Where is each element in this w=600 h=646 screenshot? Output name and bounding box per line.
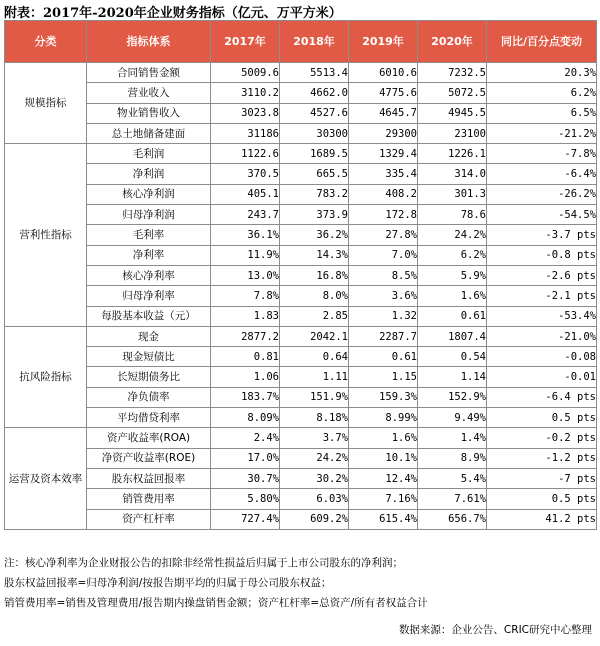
indicator-cell: 平均借贷利率 bbox=[87, 408, 211, 428]
value-2017-cell: 1.83 bbox=[211, 306, 280, 326]
table-row bbox=[5, 63, 597, 83]
indicator-cell: 物业销售收入 bbox=[87, 103, 211, 123]
value-2017-cell: 3023.8 bbox=[211, 103, 280, 123]
category-cell: 营利性指标 bbox=[5, 144, 87, 327]
category-cell: 运营及资本效率 bbox=[5, 428, 87, 529]
value-2018-cell: 3.7% bbox=[280, 428, 349, 448]
value-2017-cell: 3110.2 bbox=[211, 83, 280, 103]
financial-indicators-table bbox=[4, 20, 597, 530]
value-2020-cell: 5.9% bbox=[418, 265, 487, 285]
value-2017-cell: 2.4% bbox=[211, 428, 280, 448]
value-2018-cell: 14.3% bbox=[280, 245, 349, 265]
value-2020-cell: 656.7% bbox=[418, 509, 487, 529]
value-2020-cell: 7.61% bbox=[418, 489, 487, 509]
footnote-line: 注：核心净利率为企业财报公告的扣除非经常性损益后归属于上市公司股东的净利润； bbox=[4, 557, 403, 569]
value-2019-cell: 1.32 bbox=[349, 306, 418, 326]
header-2020: 2020年 bbox=[418, 21, 487, 63]
value-2019-cell: 615.4% bbox=[349, 509, 418, 529]
change-cell: 20.3% bbox=[487, 63, 597, 83]
change-cell: 0.5 pts bbox=[487, 408, 597, 428]
category-cell: 抗风险指标 bbox=[5, 326, 87, 427]
value-2020-cell: 0.54 bbox=[418, 347, 487, 367]
value-2019-cell: 408.2 bbox=[349, 184, 418, 204]
value-2020-cell: 0.61 bbox=[418, 306, 487, 326]
value-2019-cell: 3.6% bbox=[349, 286, 418, 306]
value-2020-cell: 5.4% bbox=[418, 468, 487, 488]
table-row bbox=[5, 205, 597, 225]
value-2017-cell: 1.06 bbox=[211, 367, 280, 387]
table-row bbox=[5, 286, 597, 306]
value-2019-cell: 8.99% bbox=[349, 408, 418, 428]
value-2017-cell: 13.0% bbox=[211, 265, 280, 285]
table-row bbox=[5, 225, 597, 245]
value-2019-cell: 159.3% bbox=[349, 387, 418, 407]
table-row bbox=[5, 408, 597, 428]
table-row bbox=[5, 468, 597, 488]
value-2019-cell: 12.4% bbox=[349, 468, 418, 488]
value-2020-cell: 152.9% bbox=[418, 387, 487, 407]
table-row bbox=[5, 509, 597, 529]
footnote-line: 股东权益回报率=归母净利润/按报告期平均的归属于母公司股东权益； bbox=[4, 577, 332, 589]
footnote-line: 销管费用率=销售及管理费用/报告期内操盘销售金额；资产杠杆率=总资产/所有者权益合计 bbox=[4, 597, 428, 609]
table-row bbox=[5, 347, 597, 367]
value-2019-cell: 27.8% bbox=[349, 225, 418, 245]
value-2020-cell: 314.0 bbox=[418, 164, 487, 184]
value-2019-cell: 4775.6 bbox=[349, 83, 418, 103]
indicator-cell: 现金短债比 bbox=[87, 347, 211, 367]
value-2018-cell: 24.2% bbox=[280, 448, 349, 468]
change-cell: -7.8% bbox=[487, 144, 597, 164]
indicator-cell: 净负债率 bbox=[87, 387, 211, 407]
value-2019-cell: 2287.7 bbox=[349, 326, 418, 346]
indicator-cell: 核心净利率 bbox=[87, 265, 211, 285]
value-2019-cell: 10.1% bbox=[349, 448, 418, 468]
table-title: 附表：2017年-2020年企业财务指标（亿元、万平方米） bbox=[4, 6, 342, 21]
table-row bbox=[5, 448, 597, 468]
value-2018-cell: 4662.0 bbox=[280, 83, 349, 103]
header-2019: 2019年 bbox=[349, 21, 418, 63]
change-cell: -2.6 pts bbox=[487, 265, 597, 285]
indicator-cell: 归母净利润 bbox=[87, 205, 211, 225]
value-2019-cell: 7.0% bbox=[349, 245, 418, 265]
data-source: 数据来源：企业公告、CRIC研究中心整理 bbox=[398, 624, 592, 636]
value-2018-cell: 5513.4 bbox=[280, 63, 349, 83]
value-2020-cell: 5072.5 bbox=[418, 83, 487, 103]
value-2019-cell: 8.5% bbox=[349, 265, 418, 285]
change-cell: -21.2% bbox=[487, 123, 597, 143]
table-row bbox=[5, 306, 597, 326]
change-cell: 6.2% bbox=[487, 83, 597, 103]
value-2020-cell: 1226.1 bbox=[418, 144, 487, 164]
indicator-cell: 毛利率 bbox=[87, 225, 211, 245]
value-2018-cell: 30300 bbox=[280, 123, 349, 143]
table-row bbox=[5, 367, 597, 387]
category-cell: 规模指标 bbox=[5, 63, 87, 144]
value-2020-cell: 7232.5 bbox=[418, 63, 487, 83]
change-cell: 6.5% bbox=[487, 103, 597, 123]
value-2018-cell: 783.2 bbox=[280, 184, 349, 204]
change-cell: -3.7 pts bbox=[487, 225, 597, 245]
value-2018-cell: 16.8% bbox=[280, 265, 349, 285]
table-row bbox=[5, 326, 597, 346]
value-2017-cell: 17.0% bbox=[211, 448, 280, 468]
indicator-cell: 合同销售金额 bbox=[87, 63, 211, 83]
change-cell: 0.5 pts bbox=[487, 489, 597, 509]
value-2020-cell: 1.14 bbox=[418, 367, 487, 387]
table-row bbox=[5, 164, 597, 184]
value-2017-cell: 183.7% bbox=[211, 387, 280, 407]
indicator-cell: 资产杠杆率 bbox=[87, 509, 211, 529]
indicator-cell: 毛利润 bbox=[87, 144, 211, 164]
table-row bbox=[5, 184, 597, 204]
value-2020-cell: 1.4% bbox=[418, 428, 487, 448]
change-cell: -7 pts bbox=[487, 468, 597, 488]
table-row bbox=[5, 245, 597, 265]
value-2017-cell: 370.5 bbox=[211, 164, 280, 184]
indicator-cell: 长短期债务比 bbox=[87, 367, 211, 387]
table-row bbox=[5, 265, 597, 285]
table-row bbox=[5, 489, 597, 509]
indicator-cell: 总土地储备建面 bbox=[87, 123, 211, 143]
value-2019-cell: 1.15 bbox=[349, 367, 418, 387]
indicator-cell: 归母净利率 bbox=[87, 286, 211, 306]
value-2017-cell: 8.09% bbox=[211, 408, 280, 428]
indicator-cell: 净利率 bbox=[87, 245, 211, 265]
change-cell: -21.0% bbox=[487, 326, 597, 346]
value-2020-cell: 24.2% bbox=[418, 225, 487, 245]
change-cell: 41.2 pts bbox=[487, 509, 597, 529]
indicator-cell: 现金 bbox=[87, 326, 211, 346]
indicator-cell: 营业收入 bbox=[87, 83, 211, 103]
table-row bbox=[5, 83, 597, 103]
table-row bbox=[5, 428, 597, 448]
table-row bbox=[5, 387, 597, 407]
value-2017-cell: 243.7 bbox=[211, 205, 280, 225]
value-2017-cell: 0.81 bbox=[211, 347, 280, 367]
indicator-cell: 净利润 bbox=[87, 164, 211, 184]
value-2017-cell: 5.80% bbox=[211, 489, 280, 509]
value-2020-cell: 1.6% bbox=[418, 286, 487, 306]
header-category: 分类 bbox=[5, 21, 87, 63]
value-2019-cell: 6010.6 bbox=[349, 63, 418, 83]
value-2020-cell: 8.9% bbox=[418, 448, 487, 468]
indicator-cell: 每股基本收益（元） bbox=[87, 306, 211, 326]
value-2017-cell: 1122.6 bbox=[211, 144, 280, 164]
value-2019-cell: 4645.7 bbox=[349, 103, 418, 123]
value-2017-cell: 2877.2 bbox=[211, 326, 280, 346]
value-2018-cell: 2042.1 bbox=[280, 326, 349, 346]
indicator-cell: 资产收益率(ROA) bbox=[87, 428, 211, 448]
table-row bbox=[5, 103, 597, 123]
value-2018-cell: 1.11 bbox=[280, 367, 349, 387]
change-cell: -54.5% bbox=[487, 205, 597, 225]
header-row bbox=[5, 21, 597, 63]
change-cell: -0.2 pts bbox=[487, 428, 597, 448]
value-2018-cell: 36.2% bbox=[280, 225, 349, 245]
value-2018-cell: 0.64 bbox=[280, 347, 349, 367]
value-2019-cell: 29300 bbox=[349, 123, 418, 143]
indicator-cell: 股东权益回报率 bbox=[87, 468, 211, 488]
value-2020-cell: 23100 bbox=[418, 123, 487, 143]
change-cell: -6.4 pts bbox=[487, 387, 597, 407]
header-indicator: 指标体系 bbox=[87, 21, 211, 63]
table-row bbox=[5, 144, 597, 164]
value-2017-cell: 31186 bbox=[211, 123, 280, 143]
change-cell: -26.2% bbox=[487, 184, 597, 204]
value-2019-cell: 7.16% bbox=[349, 489, 418, 509]
change-cell: -6.4% bbox=[487, 164, 597, 184]
value-2019-cell: 335.4 bbox=[349, 164, 418, 184]
table-row bbox=[5, 123, 597, 143]
value-2020-cell: 78.6 bbox=[418, 205, 487, 225]
value-2018-cell: 8.18% bbox=[280, 408, 349, 428]
value-2018-cell: 30.2% bbox=[280, 468, 349, 488]
value-2017-cell: 30.7% bbox=[211, 468, 280, 488]
value-2020-cell: 1807.4 bbox=[418, 326, 487, 346]
change-cell: -2.1 pts bbox=[487, 286, 597, 306]
value-2017-cell: 7.8% bbox=[211, 286, 280, 306]
indicator-cell: 核心净利润 bbox=[87, 184, 211, 204]
value-2018-cell: 4527.6 bbox=[280, 103, 349, 123]
value-2017-cell: 405.1 bbox=[211, 184, 280, 204]
value-2020-cell: 301.3 bbox=[418, 184, 487, 204]
header-2018: 2018年 bbox=[280, 21, 349, 63]
value-2018-cell: 1689.5 bbox=[280, 144, 349, 164]
value-2017-cell: 11.9% bbox=[211, 245, 280, 265]
value-2018-cell: 6.03% bbox=[280, 489, 349, 509]
value-2018-cell: 151.9% bbox=[280, 387, 349, 407]
value-2017-cell: 36.1% bbox=[211, 225, 280, 245]
footnotes bbox=[4, 553, 596, 613]
value-2018-cell: 373.9 bbox=[280, 205, 349, 225]
value-2017-cell: 5009.6 bbox=[211, 63, 280, 83]
value-2018-cell: 665.5 bbox=[280, 164, 349, 184]
change-cell: -0.01 bbox=[487, 367, 597, 387]
value-2018-cell: 2.85 bbox=[280, 306, 349, 326]
change-cell: -1.2 pts bbox=[487, 448, 597, 468]
value-2017-cell: 727.4% bbox=[211, 509, 280, 529]
value-2019-cell: 1329.4 bbox=[349, 144, 418, 164]
value-2019-cell: 0.61 bbox=[349, 347, 418, 367]
value-2020-cell: 4945.5 bbox=[418, 103, 487, 123]
change-cell: -0.08 bbox=[487, 347, 597, 367]
indicator-cell: 净资产收益率(ROE) bbox=[87, 448, 211, 468]
change-cell: -53.4% bbox=[487, 306, 597, 326]
value-2019-cell: 1.6% bbox=[349, 428, 418, 448]
value-2020-cell: 6.2% bbox=[418, 245, 487, 265]
change-cell: -0.8 pts bbox=[487, 245, 597, 265]
value-2018-cell: 8.0% bbox=[280, 286, 349, 306]
header-2017: 2017年 bbox=[211, 21, 280, 63]
value-2020-cell: 9.49% bbox=[418, 408, 487, 428]
value-2018-cell: 609.2% bbox=[280, 509, 349, 529]
header-change: 同比/百分点变动 bbox=[487, 21, 597, 63]
indicator-cell: 销管费用率 bbox=[87, 489, 211, 509]
value-2019-cell: 172.8 bbox=[349, 205, 418, 225]
